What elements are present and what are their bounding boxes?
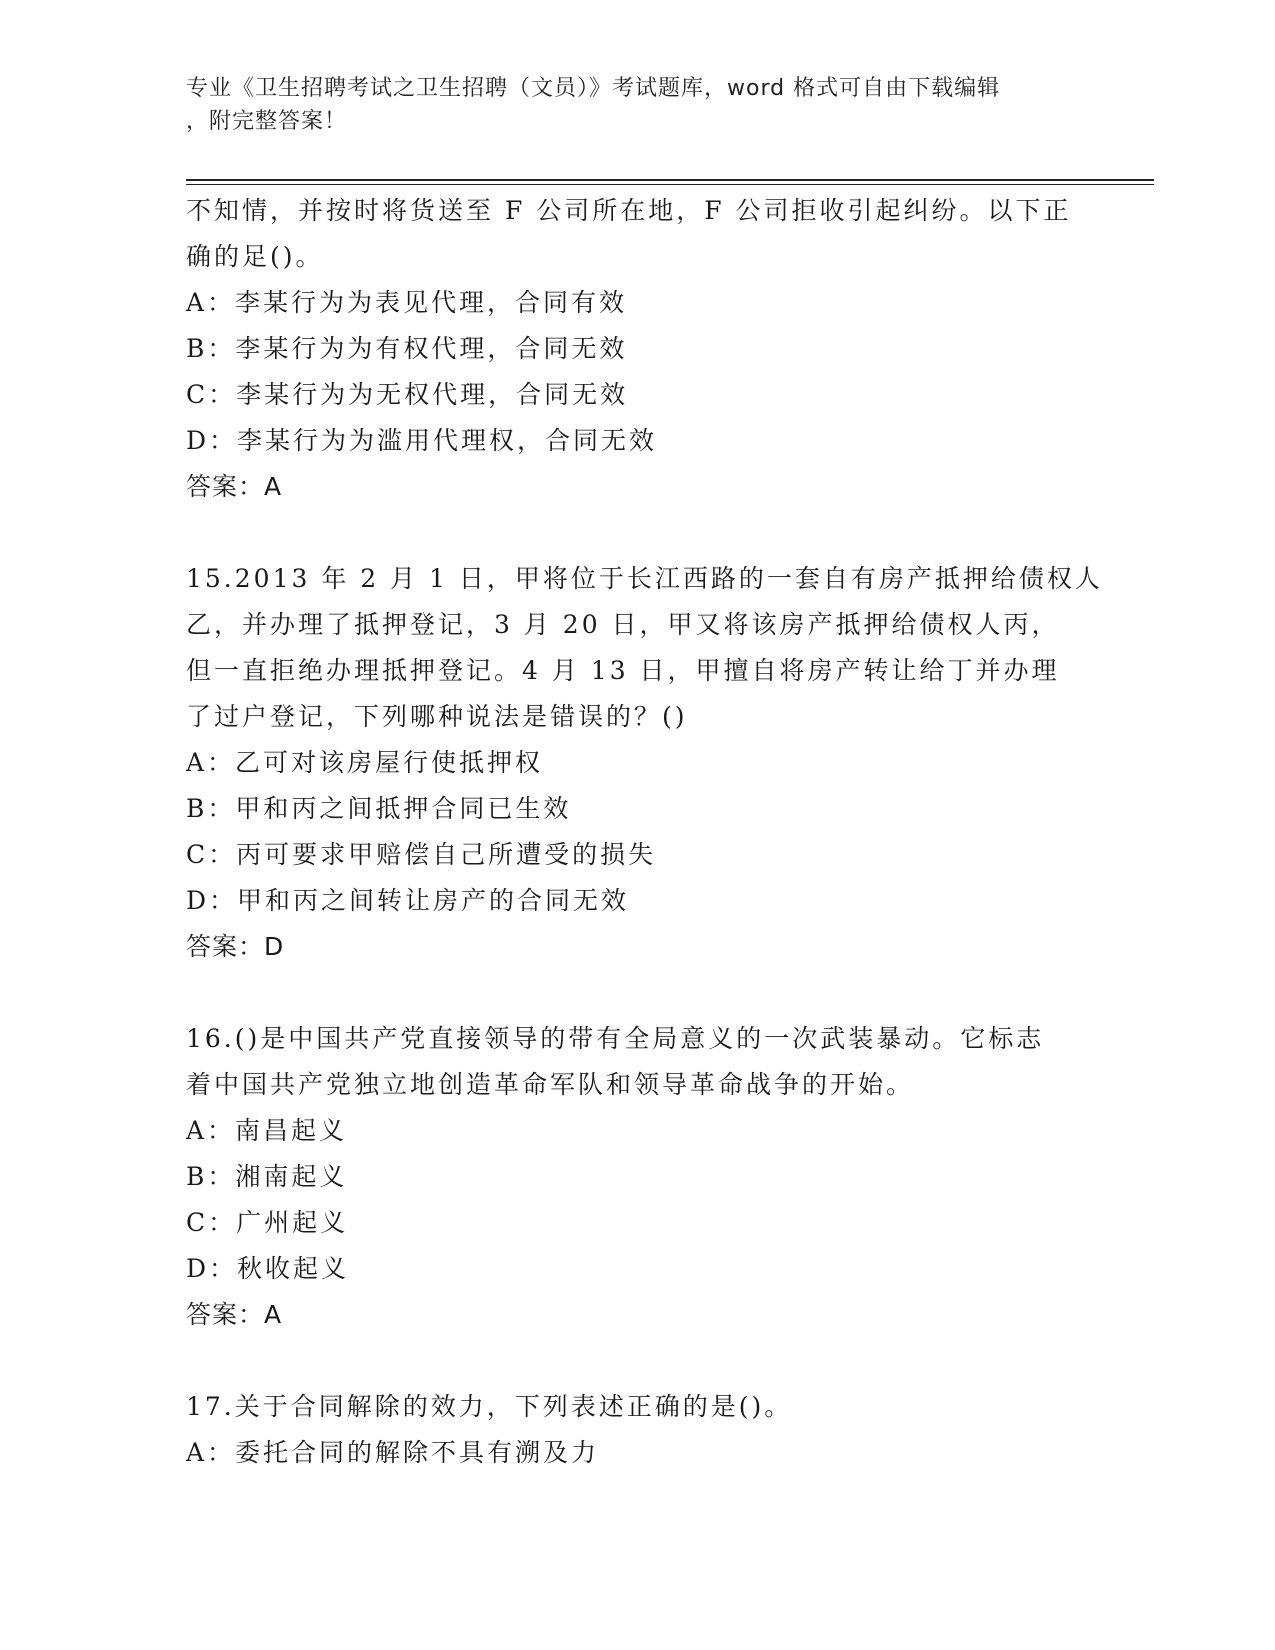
header-rule-thick (186, 179, 1154, 181)
answer: 答案：A (186, 1300, 283, 1329)
option-a: A：乙可对该房屋行使抵押权 (186, 748, 544, 777)
question-16 (186, 1016, 1086, 1338)
option-b: B：湘南起义 (186, 1162, 348, 1191)
option-c: C：广州起义 (186, 1208, 349, 1237)
option-b: B：李某行为为有权代理，合同无效 (186, 334, 628, 363)
question-stem: 确的足()。 (186, 242, 324, 271)
question-stem: 乙，并办理了抵押登记，3 月 20 日，甲又将该房产抵押给债权人丙， (186, 610, 1060, 639)
option-c: C：丙可要求甲赔偿自己所遭受的损失 (186, 840, 657, 869)
option-a: A：委托合同的解除不具有溯及力 (186, 1438, 600, 1467)
option-d: D：李某行为为滥用代理权，合同无效 (186, 426, 658, 455)
question-stem: 着中国共产党独立地创造革命军队和领导革命战争的开始。 (186, 1070, 915, 1099)
question-stem: 15.2013 年 2 月 1 日，甲将位于长江西路的一套自有房产抵押给债权人 (186, 564, 1103, 593)
document-body (186, 188, 1103, 1476)
header-line-2: ，附完整答案！ (186, 109, 348, 134)
option-d: D：秋收起义 (186, 1254, 350, 1283)
question-stem: 17.关于合同解除的效力，下列表述正确的是()。 (186, 1392, 793, 1421)
header-rule-thin (186, 184, 1154, 185)
option-a: A：李某行为为表见代理，合同有效 (186, 288, 628, 317)
question-stem: 16.()是中国共产党直接领导的带有全局意义的一次武装暴动。它标志 (186, 1024, 1045, 1053)
question-17 (186, 1384, 1086, 1476)
answer: 答案：A (186, 472, 283, 501)
answer: 答案：D (186, 932, 285, 961)
header-line-1: 专业《卫生招聘考试之卫生招聘（文员）》考试题库，word 格式可自由下载编辑 (186, 76, 1001, 101)
question-14 (186, 188, 1086, 510)
option-d: D：甲和丙之间转让房产的合同无效 (186, 886, 630, 915)
question-15 (186, 556, 1103, 970)
option-a: A：南昌起义 (186, 1116, 348, 1145)
option-b: B：甲和丙之间抵押合同已生效 (186, 794, 572, 823)
page-header (186, 72, 1086, 138)
question-stem: 不知情，并按时将货送至 F 公司所在地，F 公司拒收引起纠纷。以下正 (186, 196, 1072, 225)
question-stem: 但一直拒绝办理抵押登记。4 月 13 日，甲擅自将房产转让给丁并办理 (186, 656, 1060, 685)
option-c: C：李某行为为无权代理，合同无效 (186, 380, 629, 409)
question-stem: 了过户登记，下列哪种说法是错误的？() (186, 702, 688, 731)
